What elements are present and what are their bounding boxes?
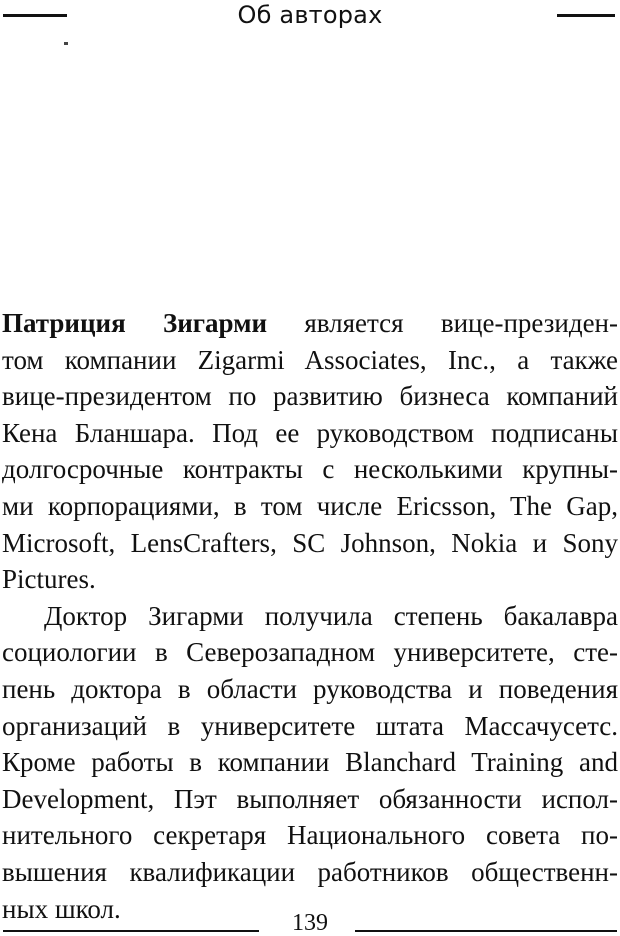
text-line: том компании Zigarmi Associates, Inc., а также <box>2 344 618 375</box>
author-name: Патриция Зигарми <box>2 308 268 338</box>
text-line: нительного секретаря Национального совета по- <box>2 820 618 851</box>
text-line: Доктор Зигарми получила степень бакалавра <box>44 600 618 631</box>
text-line: ми корпорациями, в том числе Ericsson, The Gap, <box>2 490 618 521</box>
paragraph-2 <box>2 598 618 927</box>
text-line: социологии в Северозападном университете, сте- <box>2 637 618 668</box>
text-line: организаций в университете штата Массачусетс. <box>2 710 618 741</box>
footer-rule-left <box>3 930 259 932</box>
header-rule-right <box>557 14 615 17</box>
text-line: Microsoft, LensCrafters, SC Johnson, Nokia и Sony <box>2 527 618 558</box>
text-line: Патриция Зигарми является вице-президен- <box>2 308 618 338</box>
text-line: Кроме работы в компании Blanchard Training and <box>2 747 618 778</box>
paragraph-1 <box>2 305 618 598</box>
text-line: вице-президентом по развитию бизнеса компаний <box>2 381 618 412</box>
text-line: вышения квалификации работников общественн- <box>2 856 618 887</box>
author-bio <box>2 305 618 927</box>
page-number: 139 <box>292 910 328 936</box>
print-speck <box>64 42 68 45</box>
header-title: Об авторах <box>237 1 383 29</box>
text-line: ных школ. <box>2 893 121 924</box>
footer-rule-right <box>355 930 617 932</box>
text-line: Pictures. <box>2 564 96 595</box>
text-line: пень доктора в области руководства и поведения <box>2 673 618 704</box>
text-line: Development, Пэт выполняет обязанности испол- <box>2 783 618 814</box>
text-line: Кена Бланшара. Под ее руководством подписаны <box>2 417 618 448</box>
text-line: долгосрочные контракты с несколькими крупны- <box>2 454 618 485</box>
page-footer <box>0 906 620 936</box>
running-header <box>0 0 620 40</box>
